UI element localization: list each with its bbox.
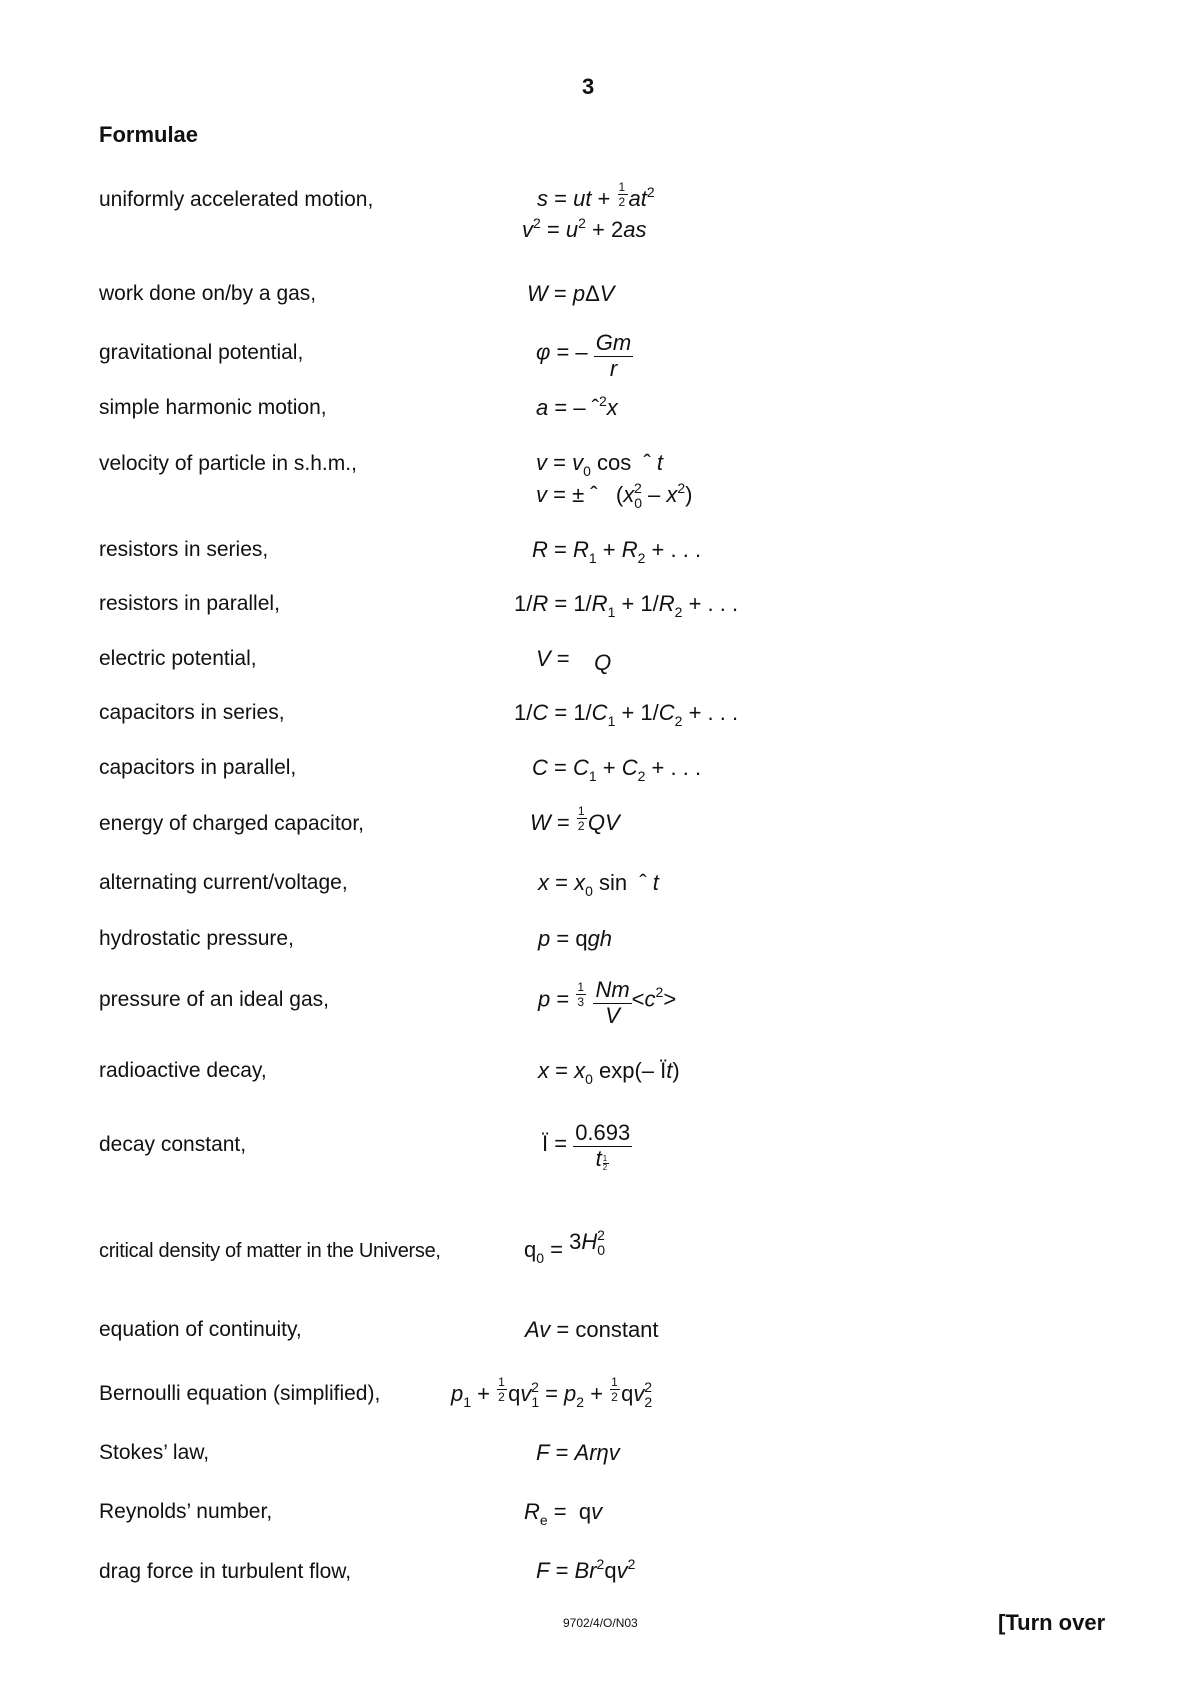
label-resistors-parallel: resistors in parallel,: [99, 592, 280, 615]
formula-radioactive-decay: $x = x_0$ exp(– Ït): [538, 1058, 680, 1087]
formula-bernoulli: $p_1$ + $\frac{1}{2}$ $qv_1^2 = p_2$ + $\frac{1}{2}$ $qv_2^2$: [451, 1375, 653, 1410]
formula-velocity-sqrt: v = ± ˆ $(x_0^2 - x^2)$: [536, 480, 693, 511]
label-hydrostatic-pressure: hydrostatic pressure,: [99, 927, 294, 950]
formula-ideal-gas: p = $\frac{1}{3}$ $\frac{Nm}{V}$ $<c^2>$: [538, 977, 677, 1028]
formula-capacitors-series: $1/C = 1/C_1 + 1/C_2$ + . . .: [514, 700, 739, 729]
formula-electric-potential: V = Q: [536, 646, 612, 675]
constant-text: constant: [575, 1317, 659, 1342]
label-uniformly-accelerated-motion: uniformly accelerated motion,: [99, 188, 374, 211]
section-heading: Formulae: [99, 122, 199, 147]
formula-resistors-parallel: $1/R = 1/R_1 + 1/R_2$ + . . .: [514, 591, 739, 620]
label-bernoulli: Bernoulli equation (simplified),: [99, 1382, 381, 1405]
label-energy-capacitor: energy of charged capacitor,: [99, 812, 365, 835]
formula-critical-density: $q_0 = 3H_0^2$: [524, 1227, 606, 1266]
page-number: 3: [582, 74, 595, 99]
label-ideal-gas-pressure: pressure of an ideal gas,: [99, 988, 329, 1011]
formula-velocity-cos: $v = v_0$ cos ˆ t: [536, 450, 664, 479]
formula-decay-constant: Ï = 0.693 t $\frac{1}{2}$: [542, 1120, 631, 1172]
formula-stokes: F = Arηv: [536, 1440, 620, 1465]
label-critical-density: critical density of matter in the Universe,: [99, 1240, 441, 1262]
formula-grav-potential: φ = – $\frac{Gm}{r}$: [536, 330, 632, 381]
label-alternating-current: alternating current/voltage,: [99, 871, 348, 894]
formula-work: W = pΔV: [527, 281, 615, 306]
formula-capacitor-energy: W = $\frac{1}{2}$ QV: [530, 804, 620, 835]
formula-displacement: s = ut + $\frac{1}{2}$ $at^2$: [537, 180, 655, 211]
label-gravitational-potential: gravitational potential,: [99, 341, 304, 364]
label-capacitors-series: capacitors in series,: [99, 701, 285, 724]
label-work-done: work done on/by a gas,: [99, 282, 317, 305]
formula-alternating: $x = x_0$ sin ˆ t: [538, 870, 659, 899]
label-decay-constant: decay constant,: [99, 1133, 247, 1156]
formula-hydrostatic: p = qgh: [538, 926, 613, 951]
formula-drag: $F = Br^2qv^2$: [536, 1556, 636, 1583]
label-radioactive-decay: radioactive decay,: [99, 1059, 267, 1082]
label-equation-continuity: equation of continuity,: [99, 1318, 302, 1341]
footer-code: 9702/4/O/N03: [563, 1616, 638, 1630]
label-electric-potential: electric potential,: [99, 647, 257, 670]
label-drag-force: drag force in turbulent flow,: [99, 1560, 352, 1583]
turn-over: [Turn over: [998, 1610, 1106, 1635]
formula-shm: a = – ˆ$^2$x: [536, 393, 618, 420]
label-capacitors-parallel: capacitors in parallel,: [99, 756, 297, 779]
label-velocity-shm: velocity of particle in s.h.m.,: [99, 452, 357, 475]
label-stokes-law: Stokes’ law,: [99, 1441, 210, 1464]
label-simple-harmonic-motion: simple harmonic motion,: [99, 396, 327, 419]
label-resistors-series: resistors in series,: [99, 538, 269, 561]
label-reynolds-number: Reynolds’ number,: [99, 1500, 273, 1523]
formula-reynolds: $R_e$ = qv: [524, 1499, 603, 1528]
formula-resistors-series: $R = R_1 + R_2$ + . . .: [532, 537, 702, 566]
formula-continuity: Av = constant: [525, 1317, 659, 1342]
formula-velocity-squared: $v^2 = u^2 + 2as$: [522, 215, 647, 242]
decay-numerator: 0.693: [575, 1120, 631, 1145]
formula-capacitors-parallel: $C = C_1 + C_2$ + . . .: [532, 755, 702, 784]
